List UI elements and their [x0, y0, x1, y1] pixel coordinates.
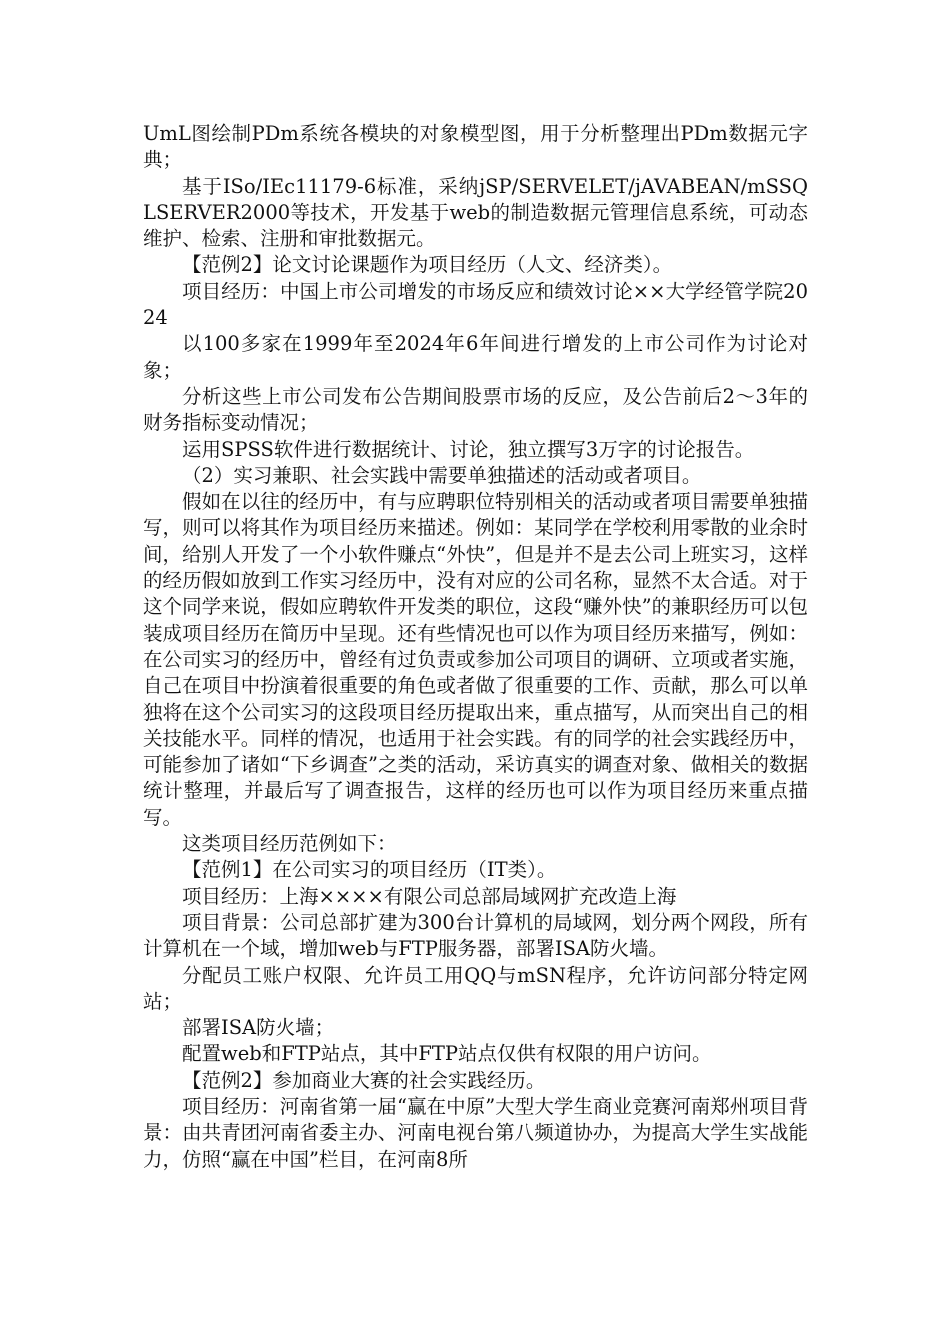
paragraph-permissions: 分配员工账户权限、允许员工用QQ与mSN程序，允许访问部分特定网站； [143, 963, 808, 1013]
paragraph-competition: 项目经历：河南省第一届“赢在中原”大型大学生商业竞赛河南郑州项目背景：由共青团河南省委主办、河南电视台第八频道协办，为提高大学生实战能力，仿照“赢在中国”栏目，在河南8所 [143, 1094, 808, 1171]
paragraph-example-2-business: 【范例2】参加商业大赛的社会实践经历。 [182, 1068, 546, 1092]
paragraph-it-project: 项目经历：上海××××有限公司总部局域网扩充改造上海 [182, 884, 677, 908]
paragraph-uml-model: UmL图绘制PDm系统各模块的对象模型图，用于分析整理出PDm数据元字典； [143, 122, 808, 172]
paragraph-research-object: 以100多家在1999年至2024年6年间进行增发的上市公司作为讨论对象； [143, 332, 808, 382]
paragraph-project-background: 项目背景：公司总部扩建为300台计算机的局域网，划分两个网段，所有计算机在一个域，增加web与FTP服务器，部署ISA防火墙。 [143, 910, 808, 961]
paragraph-examples-intro: 这类项目经历范例如下： [182, 832, 397, 856]
paragraph-example-2-heading: 【范例2】论文讨论课题作为项目经历（人文、经济类）。 [182, 253, 673, 277]
paragraph-example-1-heading: 【范例1】在公司实习的项目经历（IT类）。 [182, 858, 557, 882]
document-body [143, 121, 808, 1173]
paragraph-project-listing: 项目经历：中国上市公司增发的市场反应和绩效讨论××大学经管学院2024 [143, 279, 808, 330]
paragraph-spss-report: 运用SPSS软件进行数据统计、讨论，独立撰写3万字的讨论报告。 [182, 437, 755, 461]
paragraph-section-2-heading: （2）实习兼职、社会实践中需要单独描述的活动或者项目。 [182, 463, 702, 487]
paragraph-market-analysis: 分析这些上市公司发布公告期间股票市场的反应，及公告前后2～3年的财务指标变动情况； [143, 384, 808, 435]
paragraph-ftp-config: 配置web和FTP站点，其中FTP站点仅供有权限的用户访问。 [182, 1042, 712, 1066]
paragraph-iso-standard: 基于ISo/IEc11179-6标准，采纳jSP/SERVELET/jAVABEAN/mSSQLSERVER2000等技术，开发基于web的制造数据元管理信息系统，可动态维护、检索、注册和审批数据元。 [143, 174, 808, 251]
paragraph-explanation: 假如在以往的经历中，有与应聘职位特别相关的活动或者项目需要单独描写，则可以将其作为项目经历来描述。例如：某同学在学校利用零散的业余时间，给别人开发了一个小软件赚点“外快”，但是并不是去公司上班实习，这样的经历假如放到工作实习经历中，没有对应的公司名称，显然不太合适。对于这个同学来说，假如应聘软件开发类的职位，这段“赚外快”的兼职经历可以包装成项目经历在简历中呈现。还有些情况也可以作为项目经历来描写，例如：在公司实习的经历中，曾经有过负责或参加公司项目的调研、立项或者实施，自己在项目中扮演着很重要的角色或者做了很重要的工作、贡献，那么可以单独将在这个公司实习的这段项目经历提取出来，重点描写，从而突出自己的相关技能水平。同样的情况，也适用于社会实践。有的同学的社会实践经历中，可能参加了诸如“下乡调查”之类的活动，采访真实的调查对象、做相关的数据统计整理，并最后写了调查报告，这样的经历也可以作为项目经历来重点描写。 [143, 490, 808, 829]
paragraph-firewall: 部署ISA防火墙； [182, 1016, 335, 1040]
